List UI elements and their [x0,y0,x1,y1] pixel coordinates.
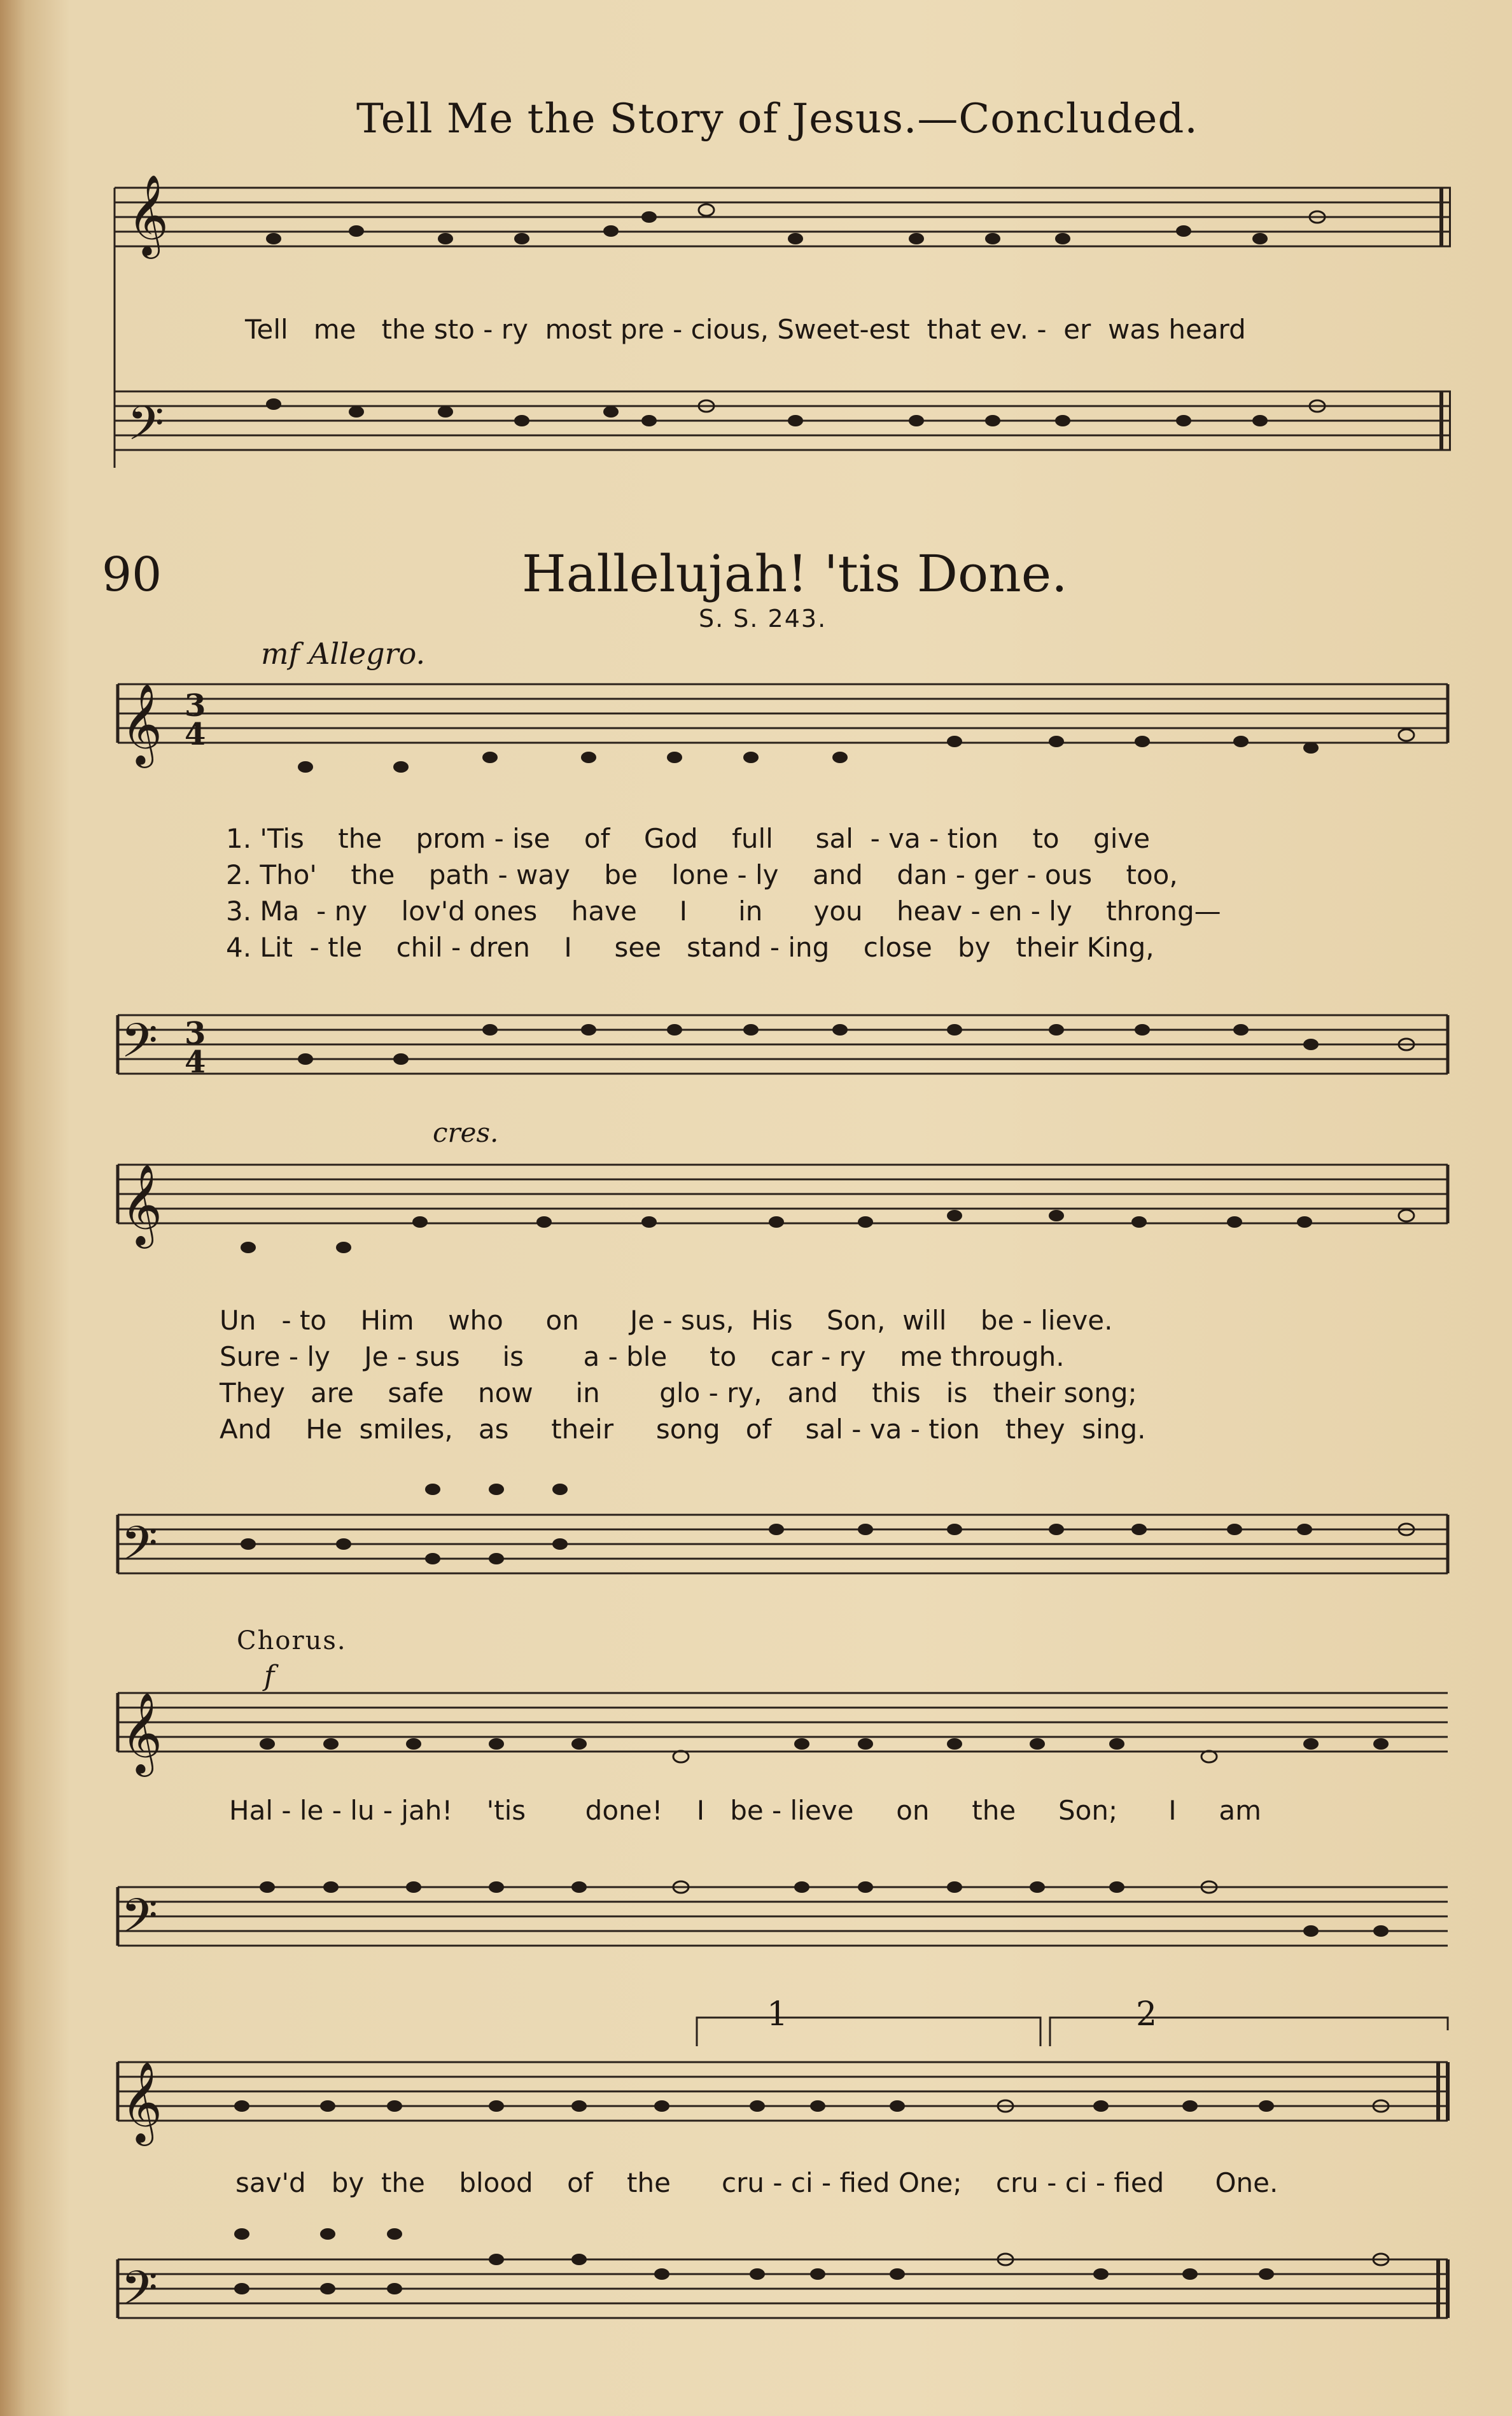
svg-text:3: 3 [185,688,206,724]
svg-text:4: 4 [185,717,206,752]
svg-text:𝄞: 𝄞 [121,683,163,764]
system2-bass-staff [115,1464,1451,1623]
crescendo-marking: cres. [433,1117,499,1148]
concluded-title: Tell Me the Story of Jesus.—Concluded. [356,95,1198,143]
svg-text:𝄞: 𝄞 [127,175,169,255]
system2-verse3: They are safe now in glo - ry, and this is their song; [220,1377,1137,1408]
svg-text:𝄞: 𝄞 [121,2061,163,2142]
volta-2: 2 [1136,1995,1158,2033]
volta-brackets [694,2011,1451,2049]
svg-text:4: 4 [185,1044,206,1080]
system2-verse2: Sure - ly Je - sus is a - ble to car - ry me through. [220,1341,1065,1372]
svg-text:3: 3 [185,1016,206,1051]
chorus2-treble-staff [115,2049,1451,2151]
tempo-marking: mf Allegro. [261,636,426,671]
svg-text:𝄞: 𝄞 [121,1692,163,1773]
system2-treble-staff [115,1158,1451,1273]
chorus-dynamic: f [264,1660,275,1692]
chorus-treble-staff [115,1680,1451,1782]
svg-text:𝄢: 𝄢 [121,2261,158,2328]
chorus-label: Chorus. [237,1626,347,1655]
system2-verse4: And He smiles, as their song of sal - va - tion they sing. [220,1414,1146,1445]
svg-text:𝄞: 𝄞 [121,1163,163,1245]
chorus-lyric-line1: Hal - le - lu - jah! 'tis done! I be - lieve on the Son; I am [229,1795,1262,1826]
hymn-reference: S. S. 243. [699,605,827,633]
svg-text:𝄢: 𝄢 [121,1013,158,1080]
system2-verse1: Un - to Him who on Je - sus, His Son, will be - lieve. [220,1305,1113,1336]
system1-bass-staff [115,1002,1451,1104]
svg-text:𝄢: 𝄢 [127,396,164,463]
chorus-bass-staff [115,1849,1451,1976]
system1-verse3: 3. Ma - ny lov'd ones have I in you heav - en - ly throng— [226,895,1221,927]
hymn-title: Hallelujah! 'tis Done. [522,544,1068,603]
volta-1: 1 [767,1995,788,2033]
svg-text:𝄢: 𝄢 [121,1516,158,1583]
svg-text:𝄢: 𝄢 [121,1888,158,1955]
system1-treble-staff [115,678,1451,792]
system1-verse1: 1. 'Tis the prom - ise of God full sal - va - tion to give [226,823,1151,854]
hymn-number: 90 [102,547,162,602]
system1-verse2: 2. Tho' the path - way be lone - ly and dan - ger - ous too, [226,859,1178,890]
system1-verse4: 4. Lit - tle chil - dren I see stand - ing close by their King, [226,932,1154,963]
chorus2-bass-staff [115,2209,1451,2349]
chorus-lyric-line2: sav'd by the blood of the cru - ci - fied One; cru - ci - fied One. [235,2167,1278,2198]
top-lyric-line: Tell me the sto - ry most pre - cious, Sweet-est that ev. - er was heard [245,314,1246,345]
